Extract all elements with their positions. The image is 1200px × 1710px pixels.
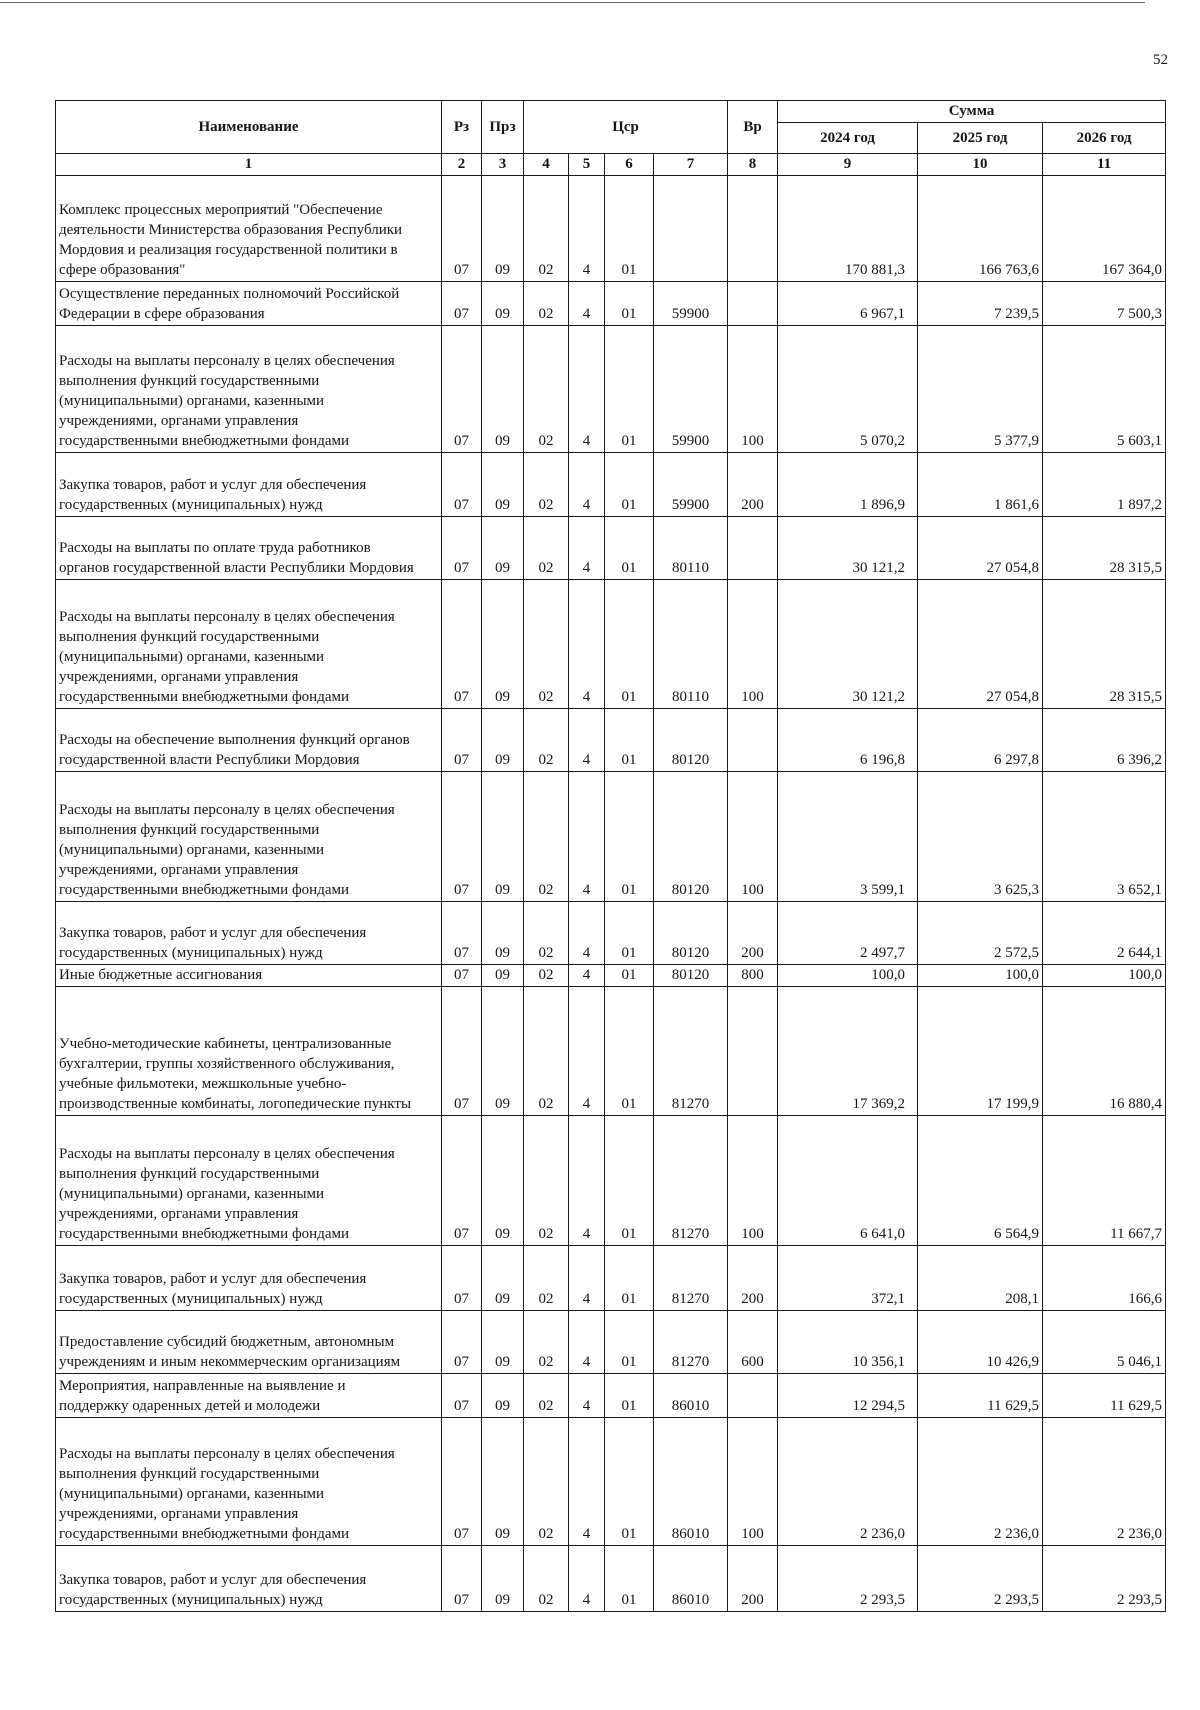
sum-2024-cell: 12 294,5 (778, 1374, 918, 1418)
sum-2025-cell: 2 293,5 (918, 1546, 1043, 1612)
rz-cell: 07 (442, 709, 482, 772)
sum-2024-cell: 3 599,1 (778, 772, 918, 902)
sum-2025-cell: 6 564,9 (918, 1116, 1043, 1246)
rz-cell: 07 (442, 772, 482, 902)
csr-part-4-cell: 80120 (654, 772, 728, 902)
column-number: 11 (1043, 154, 1166, 176)
rz-cell: 07 (442, 282, 482, 326)
prz-cell: 09 (482, 1546, 524, 1612)
vr-cell: 100 (728, 772, 778, 902)
csr-part-4-cell: 80120 (654, 709, 728, 772)
vr-cell (728, 709, 778, 772)
csr-part-1-cell: 02 (524, 772, 569, 902)
header-sum: Сумма (778, 101, 1166, 123)
csr-part-3-cell: 01 (605, 772, 654, 902)
sum-2024-cell: 5 070,2 (778, 326, 918, 453)
csr-part-3-cell: 01 (605, 902, 654, 965)
csr-part-3-cell: 01 (605, 1546, 654, 1612)
csr-part-1-cell: 02 (524, 176, 569, 282)
column-number: 8 (728, 154, 778, 176)
csr-part-1-cell: 02 (524, 965, 569, 987)
csr-part-2-cell: 4 (569, 902, 605, 965)
csr-part-3-cell: 01 (605, 987, 654, 1116)
sum-2025-cell: 166 763,6 (918, 176, 1043, 282)
sum-2026-cell: 5 603,1 (1043, 326, 1166, 453)
csr-part-2-cell: 4 (569, 282, 605, 326)
table-row (56, 1546, 1166, 1612)
csr-part-1-cell: 02 (524, 1374, 569, 1418)
column-number: 7 (654, 154, 728, 176)
sum-2024-cell: 372,1 (778, 1246, 918, 1311)
sum-2024-cell: 2 236,0 (778, 1418, 918, 1546)
row-name-cell: Расходы на обеспечение выполнения функций органов государственной власти Республики Мордовия (56, 709, 442, 772)
sum-2026-cell: 6 396,2 (1043, 709, 1166, 772)
sum-2025-cell: 100,0 (918, 965, 1043, 987)
row-name-cell: Закупка товаров, работ и услуг для обеспечения государственных (муниципальных) нужд (56, 1246, 442, 1311)
rz-cell: 07 (442, 517, 482, 580)
vr-cell (728, 282, 778, 326)
csr-part-1-cell: 02 (524, 1546, 569, 1612)
csr-part-4-cell (654, 176, 728, 282)
sum-2026-cell: 28 315,5 (1043, 517, 1166, 580)
vr-cell: 100 (728, 326, 778, 453)
sum-2025-cell: 27 054,8 (918, 517, 1043, 580)
column-number: 1 (56, 154, 442, 176)
csr-part-4-cell: 81270 (654, 1116, 728, 1246)
table-row (56, 965, 1166, 987)
sum-2026-cell: 16 880,4 (1043, 987, 1166, 1116)
sum-2024-cell: 30 121,2 (778, 517, 918, 580)
vr-cell (728, 176, 778, 282)
vr-cell (728, 987, 778, 1116)
scan-edge-line (0, 2, 1145, 3)
sum-2026-cell: 3 652,1 (1043, 772, 1166, 902)
rz-cell: 07 (442, 1311, 482, 1374)
column-numbers-row (56, 154, 1166, 176)
sum-2026-cell: 7 500,3 (1043, 282, 1166, 326)
csr-part-4-cell: 80110 (654, 517, 728, 580)
sum-2026-cell: 5 046,1 (1043, 1311, 1166, 1374)
table-row (56, 1374, 1166, 1418)
csr-part-4-cell: 80110 (654, 580, 728, 709)
csr-part-3-cell: 01 (605, 1311, 654, 1374)
csr-part-1-cell: 02 (524, 1418, 569, 1546)
sum-2026-cell: 11 667,7 (1043, 1116, 1166, 1246)
prz-cell: 09 (482, 517, 524, 580)
csr-part-1-cell: 02 (524, 453, 569, 517)
sum-2024-cell: 6 641,0 (778, 1116, 918, 1246)
header-csr: Цср (524, 101, 728, 154)
csr-part-4-cell: 86010 (654, 1546, 728, 1612)
vr-cell: 200 (728, 1246, 778, 1311)
csr-part-2-cell: 4 (569, 176, 605, 282)
csr-part-2-cell: 4 (569, 580, 605, 709)
csr-part-3-cell: 01 (605, 965, 654, 987)
row-name-cell: Расходы на выплаты персоналу в целях обеспечения выполнения функций государственными (муниципальными) органами, казенными учреждениями, органами управления государственными внебюджетными фондами (56, 580, 442, 709)
sum-2026-cell: 166,6 (1043, 1246, 1166, 1311)
column-number: 5 (569, 154, 605, 176)
csr-part-1-cell: 02 (524, 1246, 569, 1311)
sum-2025-cell: 3 625,3 (918, 772, 1043, 902)
csr-part-3-cell: 01 (605, 326, 654, 453)
prz-cell: 09 (482, 1374, 524, 1418)
csr-part-4-cell: 86010 (654, 1418, 728, 1546)
csr-part-2-cell: 4 (569, 772, 605, 902)
column-number: 3 (482, 154, 524, 176)
csr-part-3-cell: 01 (605, 453, 654, 517)
sum-2026-cell: 11 629,5 (1043, 1374, 1166, 1418)
csr-part-3-cell: 01 (605, 282, 654, 326)
sum-2025-cell: 5 377,9 (918, 326, 1043, 453)
page-number: 52 (1153, 52, 1168, 68)
rz-cell: 07 (442, 1374, 482, 1418)
csr-part-4-cell: 86010 (654, 1374, 728, 1418)
vr-cell: 600 (728, 1311, 778, 1374)
vr-cell (728, 517, 778, 580)
header-year-2024: 2024 год (778, 123, 918, 154)
row-name-cell: Комплекс процессных мероприятий "Обеспечение деятельности Министерства образования Республики Мордовия и реализация государственной политики в сфере образования" (56, 176, 442, 282)
prz-cell: 09 (482, 580, 524, 709)
prz-cell: 09 (482, 1246, 524, 1311)
table-row (56, 709, 1166, 772)
prz-cell: 09 (482, 176, 524, 282)
csr-part-2-cell: 4 (569, 965, 605, 987)
csr-part-1-cell: 02 (524, 517, 569, 580)
csr-part-4-cell: 81270 (654, 987, 728, 1116)
csr-part-1-cell: 02 (524, 326, 569, 453)
rz-cell: 07 (442, 987, 482, 1116)
csr-part-4-cell: 81270 (654, 1311, 728, 1374)
table-row (56, 772, 1166, 902)
prz-cell: 09 (482, 965, 524, 987)
prz-cell: 09 (482, 772, 524, 902)
row-name-cell: Расходы на выплаты персоналу в целях обеспечения выполнения функций государственными (муниципальными) органами, казенными учреждениями, органами управления государственными внебюджетными фондами (56, 1418, 442, 1546)
sum-2025-cell: 2 236,0 (918, 1418, 1043, 1546)
column-number: 2 (442, 154, 482, 176)
row-name-cell: Учебно-методические кабинеты, централизованные бухгалтерии, группы хозяйственного обслуживания, учебные фильмотеки, межшкольные учебно- производственные комбинаты, логопедические пункты (56, 987, 442, 1116)
header-name: Наименование (56, 101, 442, 154)
column-number: 10 (918, 154, 1043, 176)
vr-cell: 800 (728, 965, 778, 987)
table-row (56, 1246, 1166, 1311)
vr-cell: 200 (728, 1546, 778, 1612)
rz-cell: 07 (442, 902, 482, 965)
table-row (56, 1311, 1166, 1374)
column-number: 4 (524, 154, 569, 176)
csr-part-4-cell: 81270 (654, 1246, 728, 1311)
column-number: 9 (778, 154, 918, 176)
sum-2024-cell: 1 896,9 (778, 453, 918, 517)
csr-part-1-cell: 02 (524, 1311, 569, 1374)
csr-part-2-cell: 4 (569, 1311, 605, 1374)
prz-cell: 09 (482, 902, 524, 965)
csr-part-4-cell: 59900 (654, 453, 728, 517)
csr-part-3-cell: 01 (605, 176, 654, 282)
table-row (56, 517, 1166, 580)
rz-cell: 07 (442, 1116, 482, 1246)
row-name-cell: Расходы на выплаты по оплате труда работников органов государственной власти Республики Мордовия (56, 517, 442, 580)
vr-cell: 200 (728, 453, 778, 517)
rz-cell: 07 (442, 1246, 482, 1311)
sum-2026-cell: 1 897,2 (1043, 453, 1166, 517)
csr-part-3-cell: 01 (605, 709, 654, 772)
sum-2024-cell: 170 881,3 (778, 176, 918, 282)
rz-cell: 07 (442, 453, 482, 517)
csr-part-4-cell: 80120 (654, 902, 728, 965)
sum-2026-cell: 28 315,5 (1043, 580, 1166, 709)
sum-2026-cell: 2 293,5 (1043, 1546, 1166, 1612)
prz-cell: 09 (482, 282, 524, 326)
csr-part-2-cell: 4 (569, 1246, 605, 1311)
table-row (56, 987, 1166, 1116)
vr-cell: 200 (728, 902, 778, 965)
csr-part-1-cell: 02 (524, 987, 569, 1116)
csr-part-4-cell: 59900 (654, 326, 728, 453)
sum-2025-cell: 27 054,8 (918, 580, 1043, 709)
sum-2025-cell: 6 297,8 (918, 709, 1043, 772)
sum-2025-cell: 11 629,5 (918, 1374, 1043, 1418)
table-header (56, 101, 1166, 176)
rz-cell: 07 (442, 580, 482, 709)
csr-part-2-cell: 4 (569, 1546, 605, 1612)
csr-part-1-cell: 02 (524, 1116, 569, 1246)
table-row (56, 902, 1166, 965)
header-year-2026: 2026 год (1043, 123, 1166, 154)
sum-2025-cell: 17 199,9 (918, 987, 1043, 1116)
sum-2024-cell: 10 356,1 (778, 1311, 918, 1374)
sum-2025-cell: 1 861,6 (918, 453, 1043, 517)
row-name-cell: Закупка товаров, работ и услуг для обеспечения государственных (муниципальных) нужд (56, 902, 442, 965)
csr-part-3-cell: 01 (605, 1374, 654, 1418)
prz-cell: 09 (482, 987, 524, 1116)
header-year-2025: 2025 год (918, 123, 1043, 154)
csr-part-1-cell: 02 (524, 902, 569, 965)
row-name-cell: Расходы на выплаты персоналу в целях обеспечения выполнения функций государственными (муниципальными) органами, казенными учреждениями, органами управления государственными внебюджетными фондами (56, 326, 442, 453)
sum-2025-cell: 208,1 (918, 1246, 1043, 1311)
table-row (56, 326, 1166, 453)
rz-cell: 07 (442, 176, 482, 282)
csr-part-2-cell: 4 (569, 987, 605, 1116)
prz-cell: 09 (482, 326, 524, 453)
sum-2024-cell: 2 293,5 (778, 1546, 918, 1612)
csr-part-2-cell: 4 (569, 1374, 605, 1418)
csr-part-2-cell: 4 (569, 453, 605, 517)
table-row (56, 1418, 1166, 1546)
prz-cell: 09 (482, 453, 524, 517)
table-row (56, 580, 1166, 709)
header-rz: Рз (442, 101, 482, 154)
prz-cell: 09 (482, 709, 524, 772)
row-name-cell: Осуществление переданных полномочий Российской Федерации в сфере образования (56, 282, 442, 326)
csr-part-3-cell: 01 (605, 580, 654, 709)
csr-part-3-cell: 01 (605, 1116, 654, 1246)
csr-part-4-cell: 59900 (654, 282, 728, 326)
sum-2024-cell: 6 196,8 (778, 709, 918, 772)
csr-part-2-cell: 4 (569, 1418, 605, 1546)
rz-cell: 07 (442, 326, 482, 453)
csr-part-1-cell: 02 (524, 580, 569, 709)
header-row (56, 101, 1166, 123)
header-vr: Вр (728, 101, 778, 154)
row-name-cell: Мероприятия, направленные на выявление и поддержку одаренных детей и молодежи (56, 1374, 442, 1418)
table-row (56, 176, 1166, 282)
prz-cell: 09 (482, 1116, 524, 1246)
table-row (56, 1116, 1166, 1246)
row-name-cell: Иные бюджетные ассигнования (56, 965, 442, 987)
sum-2024-cell: 100,0 (778, 965, 918, 987)
sum-2024-cell: 2 497,7 (778, 902, 918, 965)
csr-part-2-cell: 4 (569, 517, 605, 580)
csr-part-3-cell: 01 (605, 1418, 654, 1546)
sum-2026-cell: 100,0 (1043, 965, 1166, 987)
row-name-cell: Закупка товаров, работ и услуг для обеспечения государственных (муниципальных) нужд (56, 453, 442, 517)
rz-cell: 07 (442, 1418, 482, 1546)
sum-2025-cell: 10 426,9 (918, 1311, 1043, 1374)
row-name-cell: Закупка товаров, работ и услуг для обеспечения государственных (муниципальных) нужд (56, 1546, 442, 1612)
vr-cell: 100 (728, 1116, 778, 1246)
sum-2026-cell: 167 364,0 (1043, 176, 1166, 282)
csr-part-3-cell: 01 (605, 517, 654, 580)
row-name-cell: Расходы на выплаты персоналу в целях обеспечения выполнения функций государственными (муниципальными) органами, казенными учреждениями, органами управления государственными внебюджетными фондами (56, 1116, 442, 1246)
row-name-cell: Расходы на выплаты персоналу в целях обеспечения выполнения функций государственными (муниципальными) органами, казенными учреждениями, органами управления государственными внебюджетными фондами (56, 772, 442, 902)
prz-cell: 09 (482, 1418, 524, 1546)
sum-2024-cell: 30 121,2 (778, 580, 918, 709)
csr-part-2-cell: 4 (569, 326, 605, 453)
csr-part-1-cell: 02 (524, 282, 569, 326)
rz-cell: 07 (442, 1546, 482, 1612)
csr-part-2-cell: 4 (569, 1116, 605, 1246)
csr-part-2-cell: 4 (569, 709, 605, 772)
table-row (56, 453, 1166, 517)
sum-2025-cell: 7 239,5 (918, 282, 1043, 326)
sum-2025-cell: 2 572,5 (918, 902, 1043, 965)
sum-2024-cell: 6 967,1 (778, 282, 918, 326)
column-number: 6 (605, 154, 654, 176)
table-row (56, 282, 1166, 326)
rz-cell: 07 (442, 965, 482, 987)
csr-part-1-cell: 02 (524, 709, 569, 772)
prz-cell: 09 (482, 1311, 524, 1374)
vr-cell: 100 (728, 1418, 778, 1546)
sum-2026-cell: 2 644,1 (1043, 902, 1166, 965)
sum-2026-cell: 2 236,0 (1043, 1418, 1166, 1546)
budget-table (55, 100, 1166, 1612)
table-body (56, 176, 1166, 1612)
row-name-cell: Предоставление субсидий бюджетным, автономным учреждениям и иным некоммерческим организациям (56, 1311, 442, 1374)
header-prz: Прз (482, 101, 524, 154)
csr-part-3-cell: 01 (605, 1246, 654, 1311)
vr-cell: 100 (728, 580, 778, 709)
csr-part-4-cell: 80120 (654, 965, 728, 987)
vr-cell (728, 1374, 778, 1418)
sum-2024-cell: 17 369,2 (778, 987, 918, 1116)
